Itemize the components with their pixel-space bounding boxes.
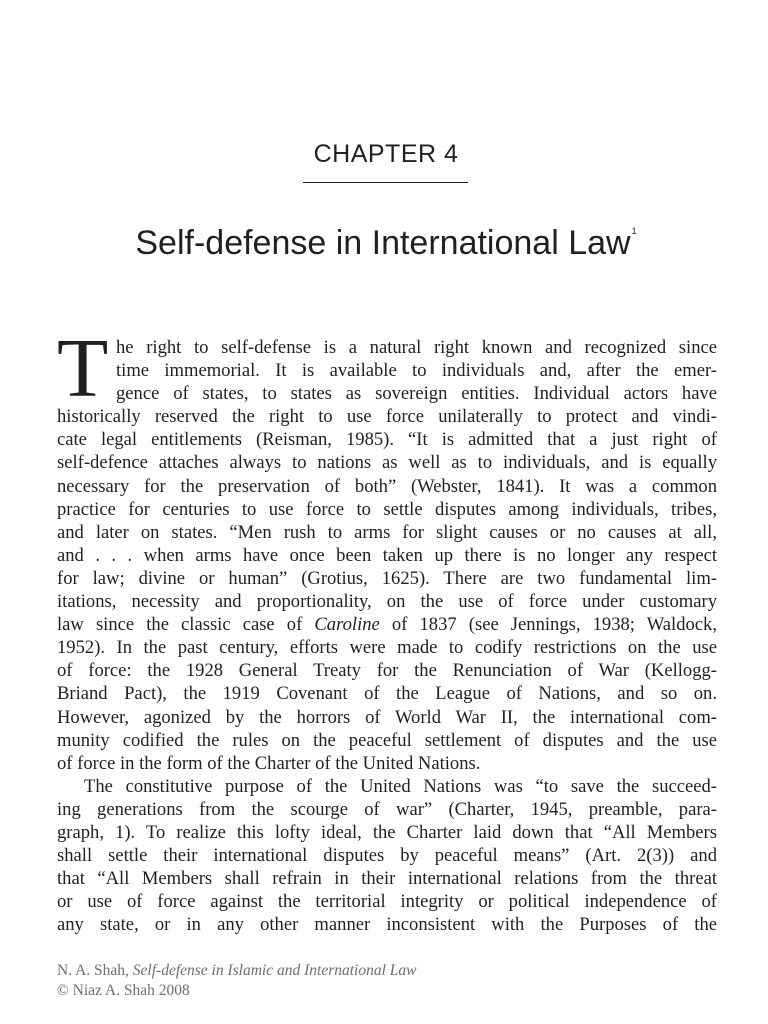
text-line: time immemorial. It is available to individuals and, after the emer- bbox=[116, 360, 717, 382]
text-line: and later on states. “Men rush to arms for slight causes or no causes at all, bbox=[57, 521, 717, 543]
chapter-title bbox=[0, 224, 768, 263]
text-line: of force: the 1928 General Treaty for the Renunciation of War (Kellogg- bbox=[57, 660, 717, 682]
text-line: and . . . when arms have once been taken up there is no longer any respect bbox=[57, 544, 717, 566]
footer-book-title: Self-defense in Islamic and International Law bbox=[132, 962, 417, 979]
text-segment: of 1837 (see Jennings, 1938; Waldock, bbox=[391, 614, 717, 636]
footnote-marker: 1 bbox=[631, 226, 637, 236]
drop-cap: T bbox=[57, 322, 109, 415]
text-line: Briand Pact), the 1919 Covenant of the League of Nations, and so on. bbox=[57, 683, 717, 705]
chapter-label: CHAPTER 4 bbox=[313, 140, 459, 168]
text-line: or use of force against the territorial integrity or political independence of bbox=[57, 891, 717, 913]
text-line: for law; divine or human” (Grotius, 1625). There are two fundamental lim- bbox=[57, 567, 717, 589]
footer-author: N. A. Shah, bbox=[57, 962, 129, 979]
text-line: practice for centuries to use force to settle disputes among individuals, tribes, bbox=[57, 498, 717, 520]
page-footer bbox=[57, 961, 417, 1001]
copyright-line: © Niaz A. Shah 2008 bbox=[57, 982, 190, 999]
text-line: of force in the form of the Charter of the United Nations. bbox=[57, 752, 481, 774]
body-text bbox=[57, 322, 717, 936]
text-line: self-defence attaches always to nations as well as to individuals, and is equally bbox=[57, 452, 717, 474]
text-line: itations, necessity and proportionality, on the use of force under customary bbox=[57, 591, 717, 613]
text-line: he right to self-defense is a natural right known and recognized since bbox=[116, 337, 717, 358]
text-segment: law since the classic case of bbox=[57, 614, 303, 636]
text-line: munity codified the rules on the peaceful settlement of disputes and the use bbox=[57, 729, 717, 751]
text-line: gence of states, to states as sovereign entities. Individual actors have bbox=[116, 383, 717, 405]
text-line: cate legal entitlements (Reisman, 1985). “It is admitted that a just right of bbox=[57, 429, 717, 451]
citation-line bbox=[57, 961, 417, 981]
chapter-divider bbox=[303, 182, 468, 183]
text-line: However, agonized by the horrors of World War II, the international com- bbox=[57, 706, 717, 728]
text-line: ing generations from the scourge of war” (Charter, 1945, preamble, para- bbox=[57, 798, 717, 820]
text-line: that “All Members shall refrain in their international relations from the threat bbox=[57, 868, 717, 890]
text-line: necessary for the preservation of both” (Webster, 1841). It was a common bbox=[57, 475, 717, 497]
text-line: 1952). In the past century, efforts were made to codify restrictions on the use bbox=[57, 637, 717, 659]
text-line bbox=[57, 613, 717, 636]
chapter-title-text: Self-defense in International Law bbox=[135, 224, 631, 262]
text-line: The constitutive purpose of the United Nations was “to save the succeed- bbox=[84, 775, 717, 797]
text-line: graph, 1). To realize this lofty ideal, the Charter laid down that “All Members bbox=[57, 821, 717, 843]
text-line: shall settle their international disputes by peaceful means” (Art. 2(3)) and bbox=[57, 845, 717, 867]
text-line: historically reserved the right to use force unilaterally to protect and vindi- bbox=[57, 406, 717, 428]
text-line: any state, or in any other manner inconsistent with the Purposes of the bbox=[57, 914, 717, 936]
case-name: Caroline bbox=[314, 614, 380, 636]
